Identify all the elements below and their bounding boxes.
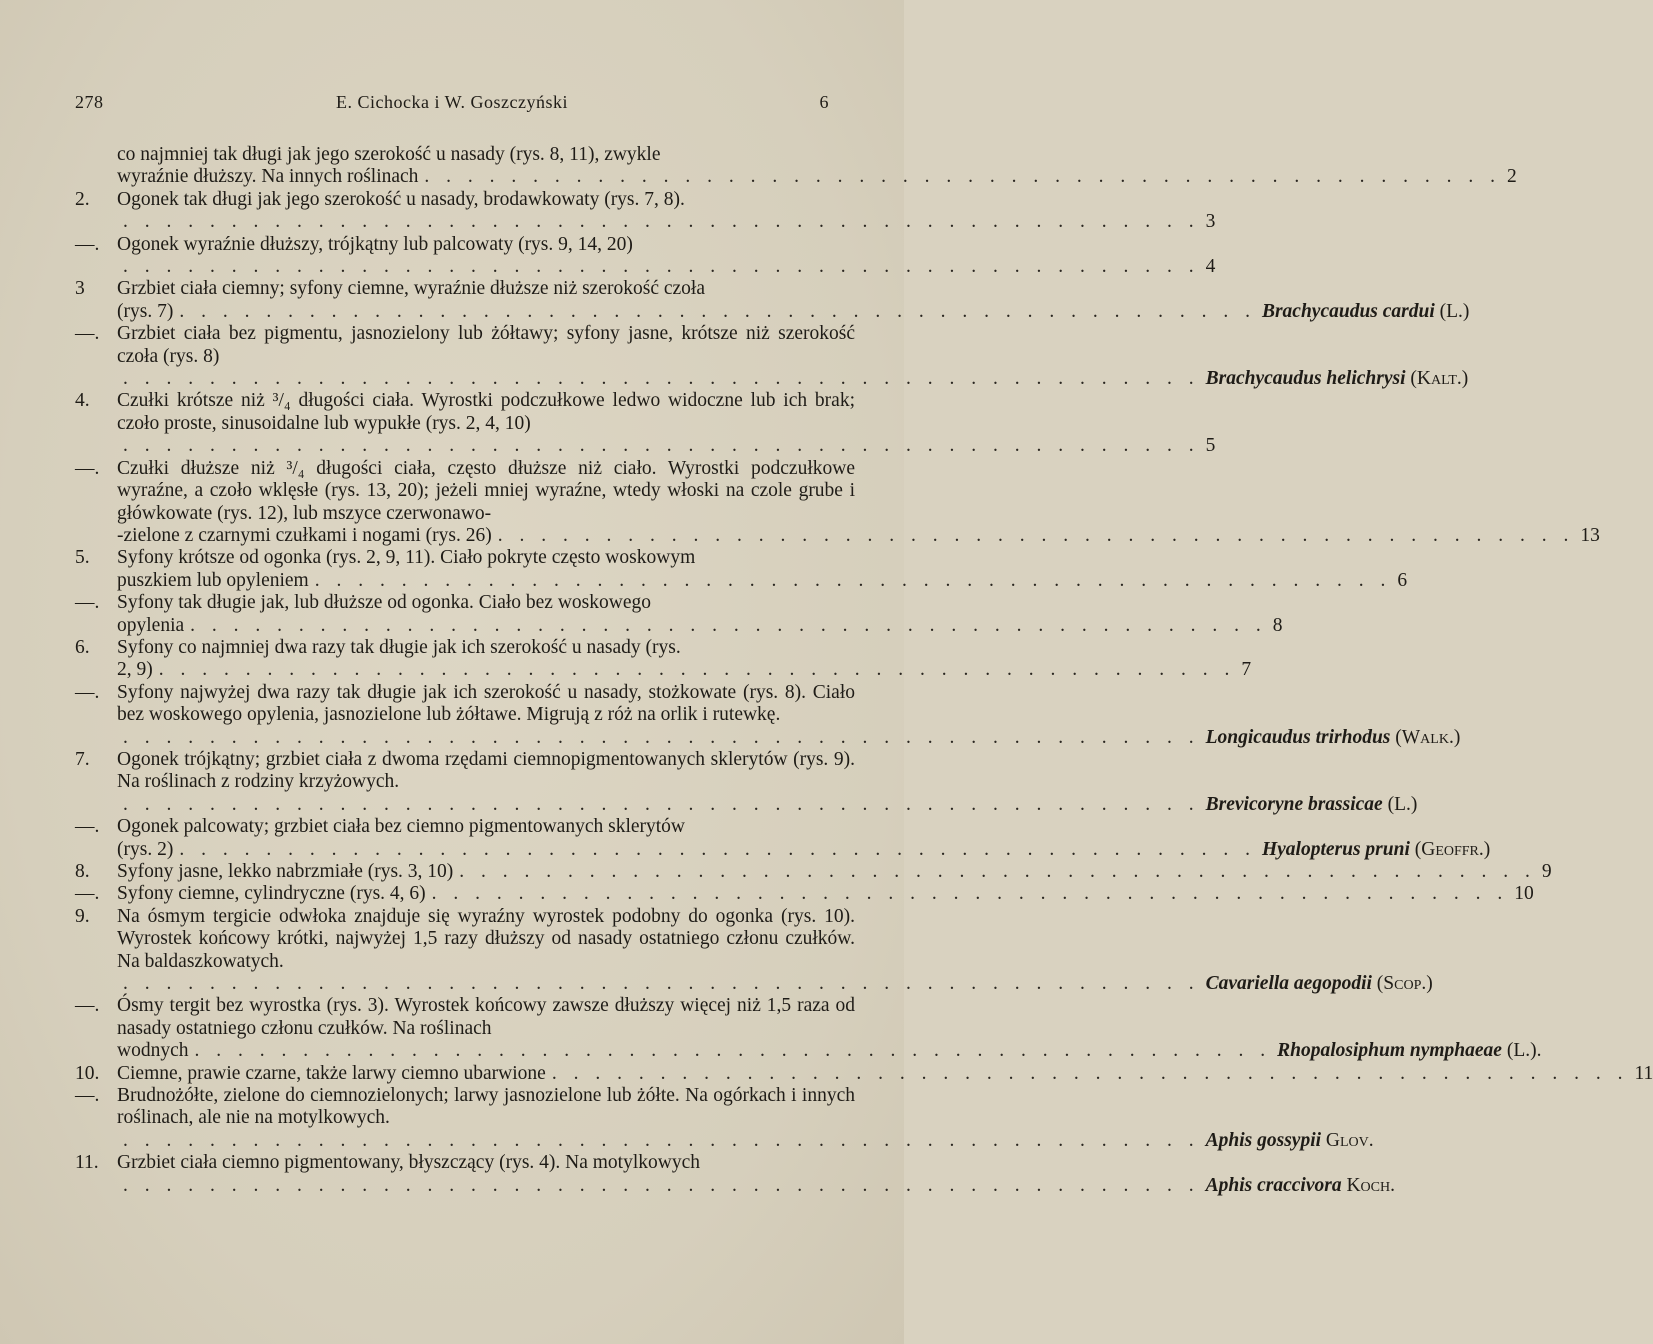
leader-text: 2, 9) [117, 659, 153, 681]
leader-dots: . . . . . . . . . . . . . . . . . . . . . . . . . . . . . . . . . . . . . . . . . . . . . . . . . . [158, 659, 1236, 681]
species-name: Aphis gossypii [1205, 1129, 1322, 1151]
couplet-number: —. [75, 1085, 100, 1107]
leader-line [117, 1040, 1542, 1062]
leader-text: Syfony jasne, lekko nabrzmiałe (rys. 3, 10) [117, 861, 454, 882]
species-author: (L.) [1439, 300, 1470, 322]
leader-text: (rys. 2) [117, 838, 174, 860]
species-name: Hyalopterus pruni [1261, 838, 1410, 860]
couplet-text: Syfony tak długie jak, lub dłuższe od ogonka. Ciało bez woskowego [117, 592, 651, 614]
species-name: Rhopalosiphum nymphaeae [1277, 1040, 1502, 1062]
leader-dots: . . . . . . . . . . . . . . . . . . . . . . . . . . . . . . . . . . . . . . . . . . . . . . . . . . [123, 973, 1200, 995]
leader-line [117, 569, 1408, 592]
couplet-text: Syfony najwyżej dwa razy tak długie jak ich szerokość u nasady, stożkowate (rys. 8). Ciało bez woskowego opylenia, jasnozielone lub żółtawe. Migrują z róż na orlik i rutewkę. [117, 681, 855, 726]
species-name: Longicaudus trirhodus [1205, 726, 1391, 748]
key-entry [75, 278, 1470, 323]
couplet-text: Ósmy tergit bez wyrostka (rys. 3). Wyrostek końcowy zawsze dłuższy więcej niż 1,5 raza od nasady ostatniego członu czułków. Na roślinach [117, 995, 855, 1039]
leader-text: Ciemne, prawie czarne, także larwy ciemno ubarwione [117, 1062, 546, 1084]
leader-dots: . . . . . . . . . . . . . . . . . . . . . . . . . . . . . . . . . . . . . . . . . . . . . . . . . . [123, 211, 1200, 233]
leader-dots: . . . . . . . . . . . . . . . . . . . . . . . . . . . . . . . . . . . . . . . . . . . . . . . . . . [123, 1129, 1200, 1151]
leader-text: -zielone z czarnymi czułkami i nogami (rys. 26) [117, 524, 492, 546]
key-entry [75, 547, 1408, 592]
leader-target [1206, 1130, 1374, 1152]
couplet-text: Grzbiet ciała bez pigmentu, jasnozielony lub żółtawy; syfony jasne, krótsze niż szerokość czoła (rys. 8) [117, 323, 855, 367]
leader-dots: . . . . . . . . . . . . . . . . . . . . . . . . . . . . . . . . . . . . . . . . . . . . . . . . . . [123, 726, 1200, 748]
species-name: Cavariella aegopodii [1205, 973, 1372, 995]
couplet-number: 8. [75, 861, 90, 882]
lead-number: 8 [1272, 614, 1283, 636]
leader-line [117, 793, 1418, 816]
leader-target [1206, 794, 1418, 816]
leader-line [117, 861, 1552, 883]
key-entry [75, 323, 1469, 390]
leader-target [1262, 839, 1490, 861]
couplet-text: Syfony co najmniej dwa razy tak długie jak ich szerokość u nasady (rys. [117, 636, 681, 658]
key-entry [75, 1062, 1653, 1085]
page-number: 278 [75, 92, 104, 112]
key-entry [75, 1085, 1374, 1152]
leader-dots: . . . . . . . . . . . . . . . . . . . . . . . . . . . . . . . . . . . . . . . . . . . . . . . . . . [190, 614, 1267, 636]
leader-dots: . . . . . . . . . . . . . . . . . . . . . . . . . . . . . . . . . . . . . . . . . . . . . . . . . . [424, 166, 1502, 188]
couplet-number: 7. [75, 748, 90, 770]
couplet-number: 9. [75, 905, 90, 927]
leader-dots: . . . . . . . . . . . . . . . . . . . . . . . . . . . . . . . . . . . . . . . . . . . . . . . . . . [179, 300, 1256, 322]
couplet-text: Ogonek wyraźnie dłuższy, trójkątny lub palcowaty (rys. 9, 14, 20) [117, 233, 633, 255]
leader-target [1206, 1175, 1395, 1197]
lead-number: 11 [1634, 1062, 1653, 1084]
key-entry [75, 681, 1461, 749]
leader-line [117, 838, 1491, 861]
key-entry [75, 390, 1216, 457]
species-author: (Scop.) [1376, 973, 1433, 995]
leader-line [117, 435, 1216, 457]
couplet-text: Na ósmym tergicie odwłoka znajduje się wyraźny wyrostek podobny do ogonka (rys. 10). Wyrostek końcowy krótki, najwyżej 1,5 razy dłuższy od nasady ostatniego członu czułków. Na baldaszkowatych. [117, 905, 855, 972]
leader-dots: . . . . . . . . . . . . . . . . . . . . . . . . . . . . . . . . . . . . . . . . . . . . . . . . . . [123, 256, 1200, 278]
species-author: Glov. [1325, 1129, 1374, 1151]
species-author: Koch. [1346, 1174, 1395, 1196]
leader-text: Syfony ciemne, cylindryczne (rys. 4, 6) [117, 883, 426, 905]
leader-text: wodnych [117, 1040, 189, 1062]
lead-number: 9 [1541, 861, 1552, 882]
key-entry [75, 233, 1216, 279]
leader-target [1206, 211, 1216, 233]
couplet-number: —. [75, 816, 100, 838]
key-entry [75, 748, 1418, 816]
leader-line [117, 973, 1433, 995]
couplet-number: —. [75, 995, 100, 1017]
leader-line [117, 726, 1461, 749]
species-author: (Geoffr.) [1414, 838, 1491, 860]
leader-target [1206, 368, 1469, 390]
leader-target [1241, 659, 1251, 681]
lead-number: 5 [1205, 435, 1216, 457]
couplet-text: co najmniej tak długi jak jego szerokość u nasady (rys. 8, 11), zwykle [117, 144, 661, 165]
key-entry [75, 188, 1216, 234]
key-entry [75, 457, 1600, 548]
key-entry [75, 592, 1283, 637]
couplet-number: —. [75, 592, 100, 614]
leader-target [1397, 570, 1407, 592]
couplet-text: Grzbiet ciała ciemno pigmentowany, błyszczący (rys. 4). Na motylkowych [117, 1152, 701, 1174]
leader-dots: . . . . . . . . . . . . . . . . . . . . . . . . . . . . . . . . . . . . . . . . . . . . . . . . . . [123, 1174, 1200, 1196]
leader-target [1277, 1040, 1541, 1062]
couplet-number: 11. [75, 1152, 99, 1174]
leader-text: wyraźnie dłuższy. Na innych roślinach [117, 166, 419, 188]
leader-line [117, 166, 1517, 188]
couplet-text: Czułki krótsze niż ³/₄ długości ciała. Wyrostki podczułkowe ledwo widoczne lub ich brak; czoło proste, sinusoidalne lub wypukłe (rys. 2, 4, 10) [117, 390, 855, 434]
couplet-number: 2. [75, 188, 90, 210]
couplet-text: Ogonek palcowaty; grzbiet ciała bez ciemno pigmentowanych sklerytów [117, 816, 686, 838]
key-entry [75, 995, 1542, 1062]
leader-dots: . . . . . . . . . . . . . . . . . . . . . . . . . . . . . . . . . . . . . . . . . . . . . . . . . . [194, 1040, 1272, 1062]
couplet-number: 4. [75, 390, 90, 412]
couplet-number: 6. [75, 636, 90, 658]
running-number: 6 [819, 92, 829, 112]
species-author: (Walk.) [1395, 726, 1461, 748]
leader-dots: . . . . . . . . . . . . . . . . . . . . . . . . . . . . . . . . . . . . . . . . . . . . . . . . . . [497, 524, 1575, 546]
couplet-text: Ogonek trójkątny; grzbiet ciała z dwoma rzędami ciemnopigmentowanych sklerytów (rys. 9). Na roślinach z rodziny krzyżowych. [117, 748, 855, 793]
leader-dots: . . . . . . . . . . . . . . . . . . . . . . . . . . . . . . . . . . . . . . . . . . . . . . . . . . [551, 1062, 1629, 1084]
couplet-number: —. [75, 457, 100, 479]
leader-line [117, 300, 1470, 323]
leader-target [1580, 525, 1600, 547]
couplet-number: —. [75, 681, 100, 703]
leader-line [117, 1174, 1395, 1197]
lead-number: 3 [1205, 211, 1216, 233]
leader-line [117, 1062, 1653, 1085]
species-author: (L.) [1387, 793, 1418, 815]
lead-number: 10 [1514, 883, 1534, 905]
leader-dots: . . . . . . . . . . . . . . . . . . . . . . . . . . . . . . . . . . . . . . . . . . . . . . . . . . [123, 368, 1200, 390]
identification-key [75, 144, 1653, 1197]
species-name: Brachycaudus cardui [1261, 300, 1435, 322]
key-entry [75, 905, 1433, 996]
species-name: Brachycaudus helichrysi [1205, 368, 1406, 390]
key-entry [75, 144, 1517, 189]
leader-line [117, 659, 1252, 681]
leader-line [117, 1129, 1374, 1152]
couplet-text: Grzbiet ciała ciemny; syfony ciemne, wyraźnie dłuższe niż szerokość czoła [117, 278, 705, 300]
couplet-number: —. [75, 323, 100, 345]
leader-line [117, 368, 1469, 390]
couplet-number: —. [75, 883, 100, 905]
leader-dots: . . . . . . . . . . . . . . . . . . . . . . . . . . . . . . . . . . . . . . . . . . . . . . . . . . [459, 861, 1536, 882]
species-author: (L.). [1506, 1040, 1542, 1062]
couplet-text: Ogonek tak długi jak jego szerokość u nasady, brodawkowaty (rys. 7, 8). [117, 188, 685, 210]
couplet-number: 5. [75, 547, 90, 569]
leader-line [117, 211, 1216, 233]
key-entry [75, 883, 1534, 905]
leader-line [117, 883, 1534, 905]
leader-target [1507, 166, 1517, 188]
page-header [0, 92, 904, 122]
couplet-number: 3 [75, 278, 85, 300]
species-name: Aphis craccivora [1205, 1174, 1342, 1196]
couplet-text: Syfony krótsze od ogonka (rys. 2, 9, 11). Ciało pokryte często woskowym [117, 547, 696, 569]
key-entry [75, 816, 1491, 861]
couplet-text: Czułki dłuższe niż ³/₄ długości ciała, często dłuższe niż ciało. Wyrostki podczułkowe wyraźne, a czoło wklęsłe (rys. 13, 20); jeżeli mniej wyraźne, wtedy włoski na czole grube i główkowate (rys. 12), lub mszyce czerwonawo- [117, 457, 855, 524]
leader-target [1514, 883, 1534, 905]
key-entry [75, 861, 1552, 883]
lead-number: 7 [1241, 659, 1252, 681]
leader-dots: . . . . . . . . . . . . . . . . . . . . . . . . . . . . . . . . . . . . . . . . . . . . . . . . . . [314, 569, 1392, 591]
lead-number: 6 [1397, 569, 1408, 591]
running-title: E. Cichocka i W. Goszczyński [336, 92, 568, 112]
key-entry [75, 1152, 1395, 1197]
key-entry [75, 636, 1252, 682]
species-author: (Kalt.) [1410, 368, 1469, 390]
leader-line [117, 524, 1600, 547]
leader-line [117, 256, 1216, 278]
leader-target [1262, 301, 1469, 323]
lead-number: 13 [1580, 524, 1600, 546]
leader-target [1206, 256, 1216, 278]
leader-target [1206, 727, 1461, 749]
leader-line [117, 614, 1283, 637]
leader-target [1206, 435, 1216, 457]
leader-dots: . . . . . . . . . . . . . . . . . . . . . . . . . . . . . . . . . . . . . . . . . . . . . . . . . . [431, 883, 1509, 905]
leader-text: opylenia [117, 614, 185, 636]
couplet-text: Brudnożółte, zielone do ciemnozielonych; larwy jasnozielone lub żółte. Na ogórkach i innych roślinach, ale nie na motylkowych. [117, 1085, 855, 1129]
species-name: Brevicoryne brassicae [1205, 793, 1383, 815]
couplet-number: —. [75, 233, 100, 255]
leader-text: puszkiem lub opyleniem [117, 569, 309, 591]
leader-text: (rys. 7) [117, 300, 174, 322]
leader-target [1634, 1063, 1653, 1085]
lead-number: 4 [1205, 256, 1216, 278]
leader-target [1206, 973, 1433, 995]
leader-dots: . . . . . . . . . . . . . . . . . . . . . . . . . . . . . . . . . . . . . . . . . . . . . . . . . . [123, 435, 1200, 457]
leader-target [1542, 861, 1552, 883]
couplet-number: 10. [75, 1062, 100, 1084]
leader-target [1273, 615, 1283, 637]
leader-dots: . . . . . . . . . . . . . . . . . . . . . . . . . . . . . . . . . . . . . . . . . . . . . . . . . . [179, 838, 1256, 860]
leader-dots: . . . . . . . . . . . . . . . . . . . . . . . . . . . . . . . . . . . . . . . . . . . . . . . . . . [123, 793, 1200, 815]
lead-number: 2 [1507, 166, 1517, 188]
